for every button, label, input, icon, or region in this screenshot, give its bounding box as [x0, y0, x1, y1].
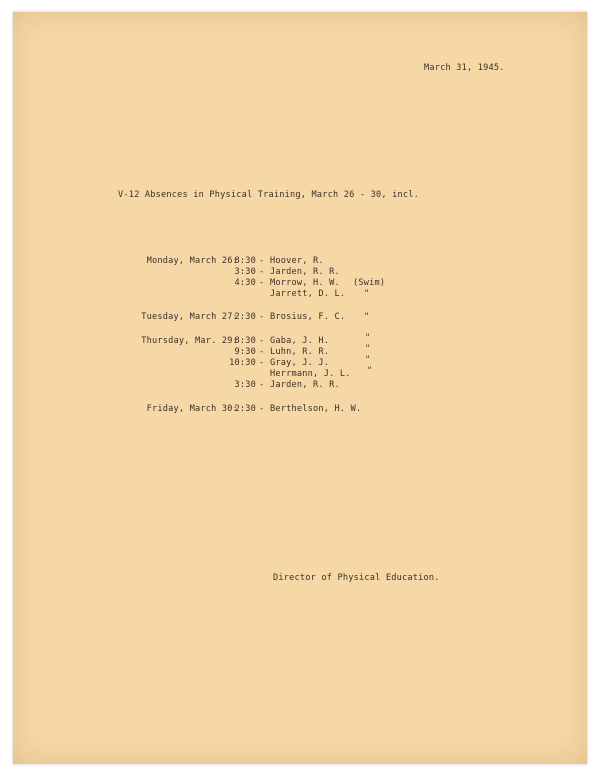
- entry-dash: -: [259, 312, 265, 322]
- ditto-mark: ": [365, 333, 371, 343]
- entry-dash: -: [259, 358, 265, 368]
- entry-time: 9:30: [234, 347, 256, 357]
- ditto-mark: ": [365, 344, 371, 354]
- entry-time: 2:30: [234, 312, 256, 322]
- entry-name: Brosius, F. C.: [270, 312, 346, 322]
- ditto-mark: ": [367, 366, 373, 376]
- day-label-friday: Friday, March 30:: [146, 404, 238, 414]
- entry-dash: -: [259, 278, 265, 288]
- entry-name: Jarden, R. R.: [270, 380, 340, 390]
- day-label-tuesday: Tuesday, March 27:: [141, 312, 238, 322]
- entry-time: 8:30: [234, 336, 256, 346]
- entry-note: (Swim): [353, 278, 386, 288]
- entry-time: 3:30: [234, 380, 256, 390]
- ditto-mark: ": [364, 312, 370, 322]
- signature-line: Director of Physical Education.: [273, 573, 440, 583]
- ditto-mark: ": [364, 289, 370, 299]
- ditto-mark: ": [365, 355, 371, 365]
- entry-name: Jarrett, D. L.: [270, 289, 346, 299]
- day-label-monday: Monday, March 26:: [146, 256, 238, 266]
- document-title: V-12 Absences in Physical Training, March 26 - 30, incl.: [118, 190, 419, 200]
- entry-time: 3:30: [234, 267, 256, 277]
- entry-name: Berthelson, H. W.: [270, 404, 362, 414]
- entry-dash: -: [259, 347, 265, 357]
- entry-time: 4:30: [234, 278, 256, 288]
- entry-name: Gray, J. J.: [270, 358, 330, 368]
- document-date: March 31, 1945.: [424, 63, 505, 73]
- entry-dash: -: [259, 267, 265, 277]
- entry-name: Luhn, R. R.: [270, 347, 330, 357]
- entry-dash: -: [259, 380, 265, 390]
- entry-dash: -: [259, 336, 265, 346]
- entry-time: 2:30: [234, 404, 256, 414]
- entry-dash: -: [259, 404, 265, 414]
- entry-name: Gaba, J. H.: [270, 336, 330, 346]
- day-label-thursday: Thursday, Mar. 29:: [141, 336, 238, 346]
- entry-name: Jarden, R. R.: [270, 267, 340, 277]
- entry-time: 8:30: [234, 256, 256, 266]
- entry-name: Herrmann, J. L.: [270, 369, 351, 379]
- entry-name: Morrow, H. W.: [270, 278, 340, 288]
- entry-name: Hoover, R.: [270, 256, 324, 266]
- entry-dash: -: [259, 256, 265, 266]
- entry-time: 10:30: [229, 358, 256, 368]
